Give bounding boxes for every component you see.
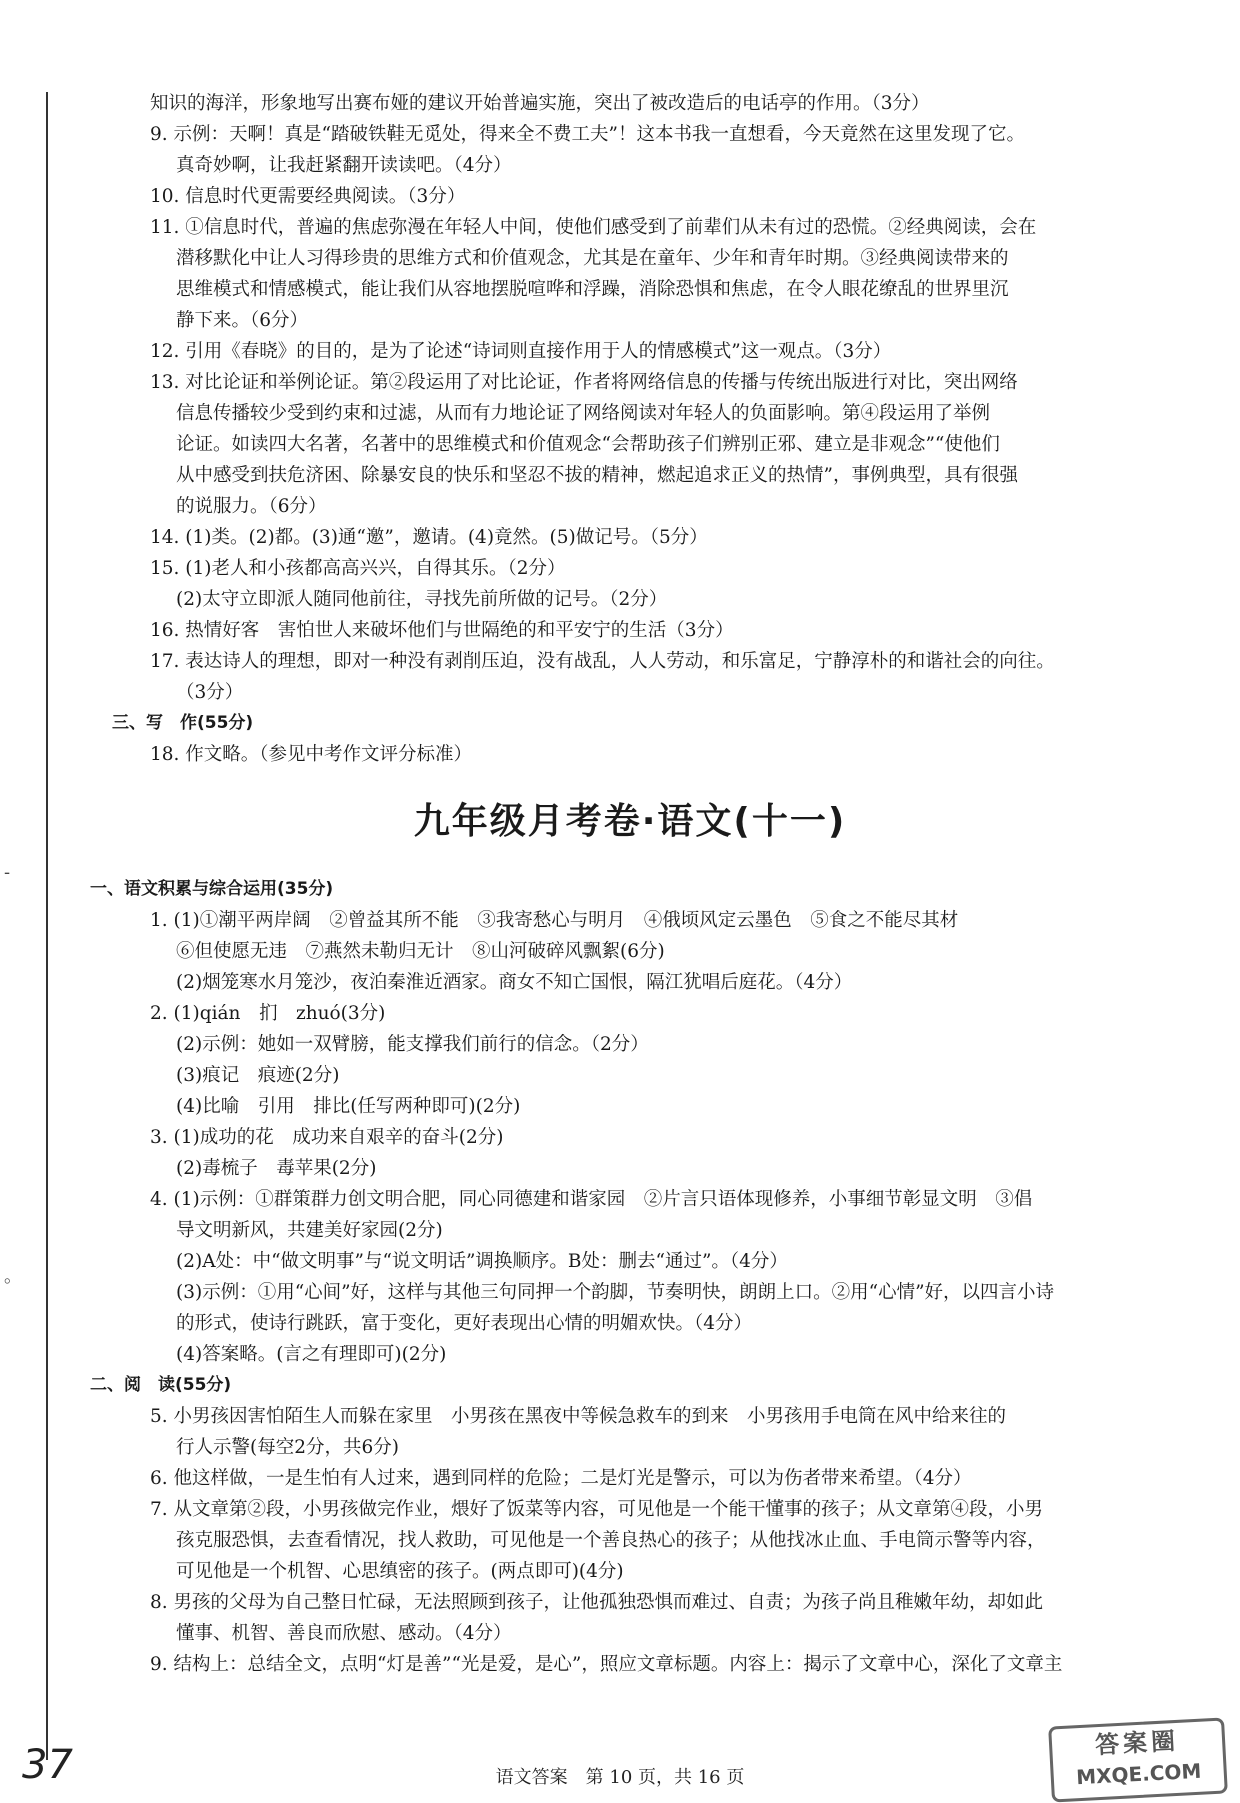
- answer-line: 12. 引用《春晓》的目的，是为了论述“诗词则直接作用于人的情感模式”这一观点。（3分）: [150, 341, 892, 362]
- answer-line: 7. 从文章第②段，小男孩做完作业，煨好了饭菜等内容，可见他是一个能干懂事的孩子；从文章第④段，小男: [150, 1499, 1044, 1520]
- answer-line: (2)A处：中“做文明事”与“说文明话”调换顺序。B处：删去“通过”。（4分）: [176, 1251, 788, 1272]
- answer-line: 9. 结构上：总结全文，点明“灯是善”“光是爱，是心”，照应文章标题。内容上：揭示了文章中心，深化了文章主: [150, 1654, 1063, 1675]
- answer-line: 3. (1)成功的花 成功来自艰辛的奋斗(2分): [150, 1127, 504, 1148]
- answer-line: (3)痕记 痕迹(2分): [176, 1065, 340, 1086]
- page-title: 九年级月考卷·语文(十一): [413, 801, 847, 842]
- answer-line: 可见他是一个机智、心思缜密的孩子。(两点即可)(4分): [176, 1561, 624, 1582]
- answer-line: (2)毒梳子 毒苹果(2分): [176, 1158, 377, 1179]
- answer-line: 13. 对比论证和举例论证。第②段运用了对比论证，作者将网络信息的传播与传统出版进行对比，突出网络: [150, 372, 1018, 393]
- answer-line: 9. 示例：天啊！真是“踏破铁鞋无觅处，得来全不费工夫”！这本书我一直想看，今天竟然在这里发现了它。: [150, 124, 1025, 145]
- answer-line: 18. 作文略。（参见中考作文评分标准）: [150, 744, 473, 765]
- answer-line: 2. (1)qián 扪 zhuó(3分): [150, 1003, 386, 1024]
- watermark-bottom-text: MXQE.COM: [1075, 1758, 1202, 1790]
- answer-line: 潜移默化中让人习得珍贵的思维方式和价值观念，尤其是在童年、少年和青年时期。③经典阅读带来的: [176, 248, 1009, 269]
- page-edge-line: [46, 92, 48, 1760]
- margin-mark: 。: [4, 1266, 22, 1287]
- answer-line: 17. 表达诗人的理想，即对一种没有剥削压迫，没有战乱，人人劳动，和乐富足，宁静淳朴的和谐社会的向往。: [150, 651, 1055, 672]
- answer-line: 11. ①信息时代，普遍的焦虑弥漫在年轻人中间，使他们感受到了前辈们从未有过的恐慌。②经典阅读，会在: [150, 217, 1037, 238]
- answer-line: 8. 男孩的父母为自己整日忙碌，无法照顾到孩子，让他孤独恐惧而难过、自责；为孩子尚且稚嫩年幼，却如此: [150, 1592, 1044, 1613]
- answer-line: 16. 热情好客 害怕世人来破坏他们与世隔绝的和平安宁的生活（3分）: [150, 620, 734, 641]
- answer-line: 知识的海洋，形象地写出赛布娅的建议开始普遍实施，突出了被改造后的电话亭的作用。（3分）: [150, 93, 930, 114]
- section-heading: 一、语文积累与综合运用(35分): [90, 879, 334, 899]
- answer-line: 6. 他这样做，一是生怕有人过来，遇到同样的危险；二是灯光是警示，可以为伤者带来希望。（4分）: [150, 1468, 972, 1489]
- watermark-top-text: 答案圈: [1094, 1726, 1180, 1760]
- answer-line: 14. (1)类。(2)都。(3)通“邀”，邀请。(4)竟然。(5)做记号。（5分）: [150, 527, 708, 548]
- answer-line: 从中感受到扶危济困、除暴安良的快乐和坚忍不拔的精神，燃起追求正义的热情”，事例典型，具有很强: [176, 465, 1018, 486]
- answer-line: (2)太守立即派人随同他前往，寻找先前所做的记号。（2分）: [176, 589, 668, 610]
- answer-content: [90, 88, 1170, 1680]
- section-heading: 三、写 作(55分): [112, 713, 254, 733]
- answer-line: (2)烟笼寒水月笼沙，夜泊秦淮近酒家。商女不知亡国恨，隔江犹唱后庭花。（4分）: [176, 972, 853, 993]
- handwritten-page-number: 37: [22, 1742, 73, 1788]
- answer-line: 的说服力。（6分）: [176, 496, 327, 517]
- answer-line: 思维模式和情感模式，能让我们从容地摆脱喧哗和浮躁，消除恐惧和焦虑，在令人眼花缭乱的世界里沉: [176, 279, 1009, 300]
- answer-line: 的形式，使诗行跳跃，富于变化，更好表现出心情的明媚欢快。（4分）: [176, 1313, 753, 1334]
- answer-line: (3)示例：①用“心间”好，这样与其他三句同押一个韵脚，节奏明快，朗朗上口。②用“心情”好，以四言小诗: [176, 1282, 1055, 1303]
- answer-line: 4. (1)示例：①群策群力创文明合肥，同心同德建和谐家园 ②片言只语体现修养，小事细节彰显文明 ③倡: [150, 1189, 1033, 1210]
- margin-mark: -: [4, 862, 11, 883]
- answer-line: 15. (1)老人和小孩都高高兴兴，自得其乐。（2分）: [150, 558, 566, 579]
- answer-line: 1. (1)①潮平两岸阔 ②曾益其所不能 ③我寄愁心与明月 ④俄顷风定云墨色 ⑤食之不能尽其材: [150, 910, 959, 931]
- answer-line: (4)答案略。(言之有理即可)(2分): [176, 1344, 447, 1365]
- answer-line: 真奇妙啊，让我赶紧翻开读读吧。（4分）: [176, 155, 512, 176]
- section-heading: 二、阅 读(55分): [90, 1375, 232, 1395]
- watermark-logo: [1048, 1717, 1228, 1802]
- answer-line: (4)比喻 引用 排比(任写两种即可)(2分): [176, 1096, 521, 1117]
- answer-line: 导文明新风，共建美好家园(2分): [176, 1220, 443, 1241]
- answer-line: 静下来。（6分）: [176, 310, 309, 331]
- answer-line: （3分）: [176, 682, 244, 703]
- answer-line: (2)示例：她如一双臂膀，能支撑我们前行的信念。（2分）: [176, 1034, 649, 1055]
- answer-line: 5. 小男孩因害怕陌生人而躲在家里 小男孩在黑夜中等候急救车的到来 小男孩用手电筒在风中给来往的: [150, 1406, 1007, 1427]
- answer-line: 10. 信息时代更需要经典阅读。（3分）: [150, 186, 466, 207]
- answer-line: 孩克服恐惧，去查看情况，找人救助，可见他是一个善良热心的孩子；从他找冰止血、手电筒示警等内容，: [176, 1530, 1046, 1551]
- answer-line: 信息传播较少受到约束和过滤，从而有力地论证了网络阅读对年轻人的负面影响。第④段运用了举例: [176, 403, 991, 424]
- answer-line: 行人示警(每空2分，共6分): [176, 1437, 399, 1458]
- page-footer: 语文答案 第 10 页，共 16 页: [495, 1767, 745, 1788]
- answer-line: 懂事、机智、善良而欣慰、感动。（4分）: [176, 1623, 512, 1644]
- answer-line: ⑥但使愿无违 ⑦燕然未勒归无计 ⑧山河破碎风飘絮(6分): [176, 941, 665, 962]
- answer-line: 论证。如读四大名著，名著中的思维模式和价值观念“会帮助孩子们辨别正邪、建立是非观念”“使他们: [176, 434, 1000, 455]
